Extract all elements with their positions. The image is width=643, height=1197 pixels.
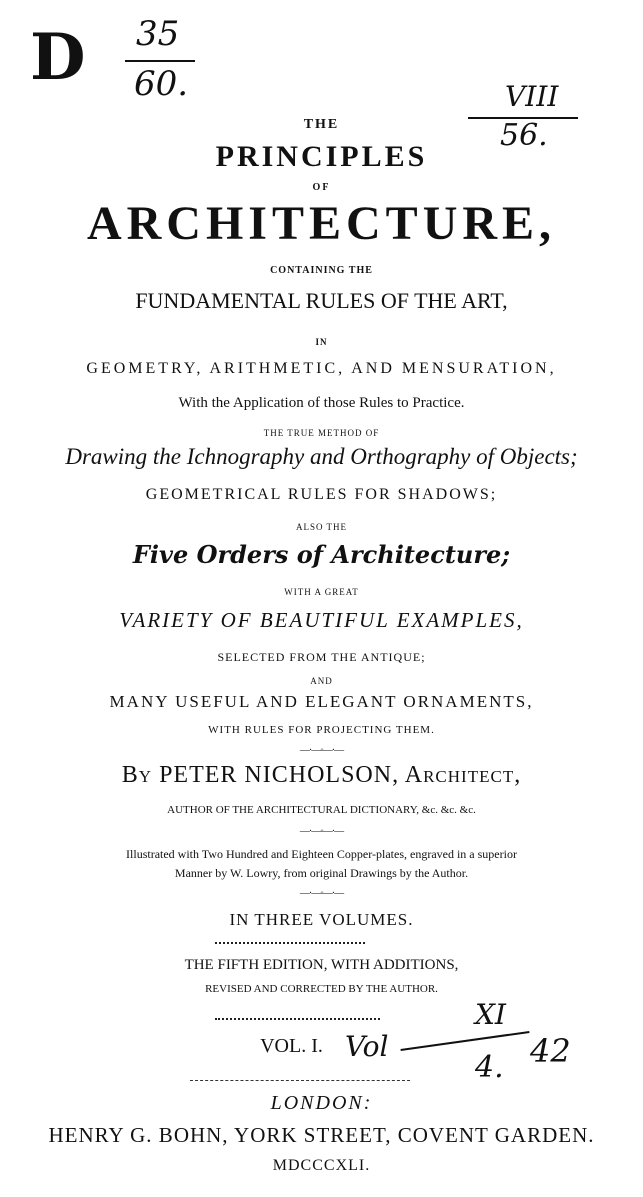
author-of-line: AUTHOR OF THE ARCHITECTURAL DICTIONARY, &c. &c. &c.: [167, 804, 476, 816]
london-line: LONDON:: [270, 1092, 373, 1114]
shadows-line: GEOMETRICAL RULES FOR SHADOWS;: [145, 486, 498, 503]
many-useful-line: MANY USEFUL AND ELEGANT ORNAMENTS,: [109, 692, 534, 711]
fundamental-line: FUNDAMENTAL RULES OF THE ART,: [135, 288, 508, 313]
title-architecture: ARCHITECTURE,: [86, 197, 557, 250]
title-the: THE: [303, 117, 340, 132]
ornament-divider: —·—◦—·—: [299, 826, 344, 837]
with-great-line: WITH A GREAT: [284, 587, 359, 597]
true-method-line: THE TRUE METHOD OF: [263, 428, 380, 438]
shelfmark-bottom: 60.: [134, 64, 189, 104]
containing-line: CONTAINING THE: [270, 265, 373, 276]
author-line: By PETER NICHOLSON, Architect,: [121, 762, 522, 788]
publisher-line: HENRY G. BOHN, YORK STREET, COVENT GARDEN.: [48, 1123, 595, 1147]
revised-line: REVISED AND CORRECTED BY THE AUTHOR.: [205, 983, 438, 995]
vol-hand-note: Vol: [345, 1030, 389, 1063]
vol-hand-number: XI: [475, 998, 506, 1031]
five-orders-line: Five Orders of Architecture;: [132, 540, 511, 569]
illustrations-line-1: Illustrated with Two Hundred and Eighteen Copper-plates, engraved in a superior: [126, 847, 517, 861]
shelfmark-fraction-line: [125, 60, 195, 62]
fifth-edition-line: THE FIFTH EDITION, WITH ADDITIONS,: [184, 957, 459, 973]
vol-rule: [190, 1080, 410, 1081]
projecting-line: WITH RULES FOR PROJECTING THEM.: [208, 724, 435, 736]
vol-hand-number-2: 42: [530, 1032, 571, 1070]
vol-line: VOL. I.: [260, 1035, 323, 1057]
dotted-rule: [215, 942, 365, 944]
title-principles: PRINCIPLES: [215, 140, 428, 173]
ornament-divider: —·—◦—·—: [299, 745, 344, 756]
variety-line: VARIETY OF BEAUTIFUL EXAMPLES,: [119, 608, 524, 632]
also-line: ALSO THE: [295, 522, 348, 532]
drawing-line: Drawing the Ichnography and Orthography of Objects;: [65, 444, 578, 469]
roman-number: 56.: [500, 118, 548, 153]
in-line: IN: [315, 337, 328, 347]
shelfmark-letter: D: [30, 20, 86, 95]
dotted-rule: [215, 1018, 380, 1020]
shelfmark-top: 35: [136, 14, 180, 54]
vol-hand-number-3: 4.: [475, 1050, 504, 1085]
and-line: AND: [310, 676, 333, 686]
geometry-line: GEOMETRY, ARITHMETIC, AND MENSURATION,: [86, 360, 557, 377]
date-line: MDCCCXLI.: [272, 1157, 371, 1174]
roman-mark: VIII: [505, 80, 559, 113]
volumes-line: IN THREE VOLUMES.: [229, 910, 414, 929]
title-of: OF: [312, 182, 331, 193]
application-line: With the Application of those Rules to Practice.: [178, 395, 465, 411]
ornament-divider: —·—◦—·—: [299, 888, 344, 899]
illustrations-line-2: Manner by W. Lowry, from original Drawings by the Author.: [174, 866, 469, 880]
selected-line: SELECTED FROM THE ANTIQUE;: [217, 650, 426, 664]
